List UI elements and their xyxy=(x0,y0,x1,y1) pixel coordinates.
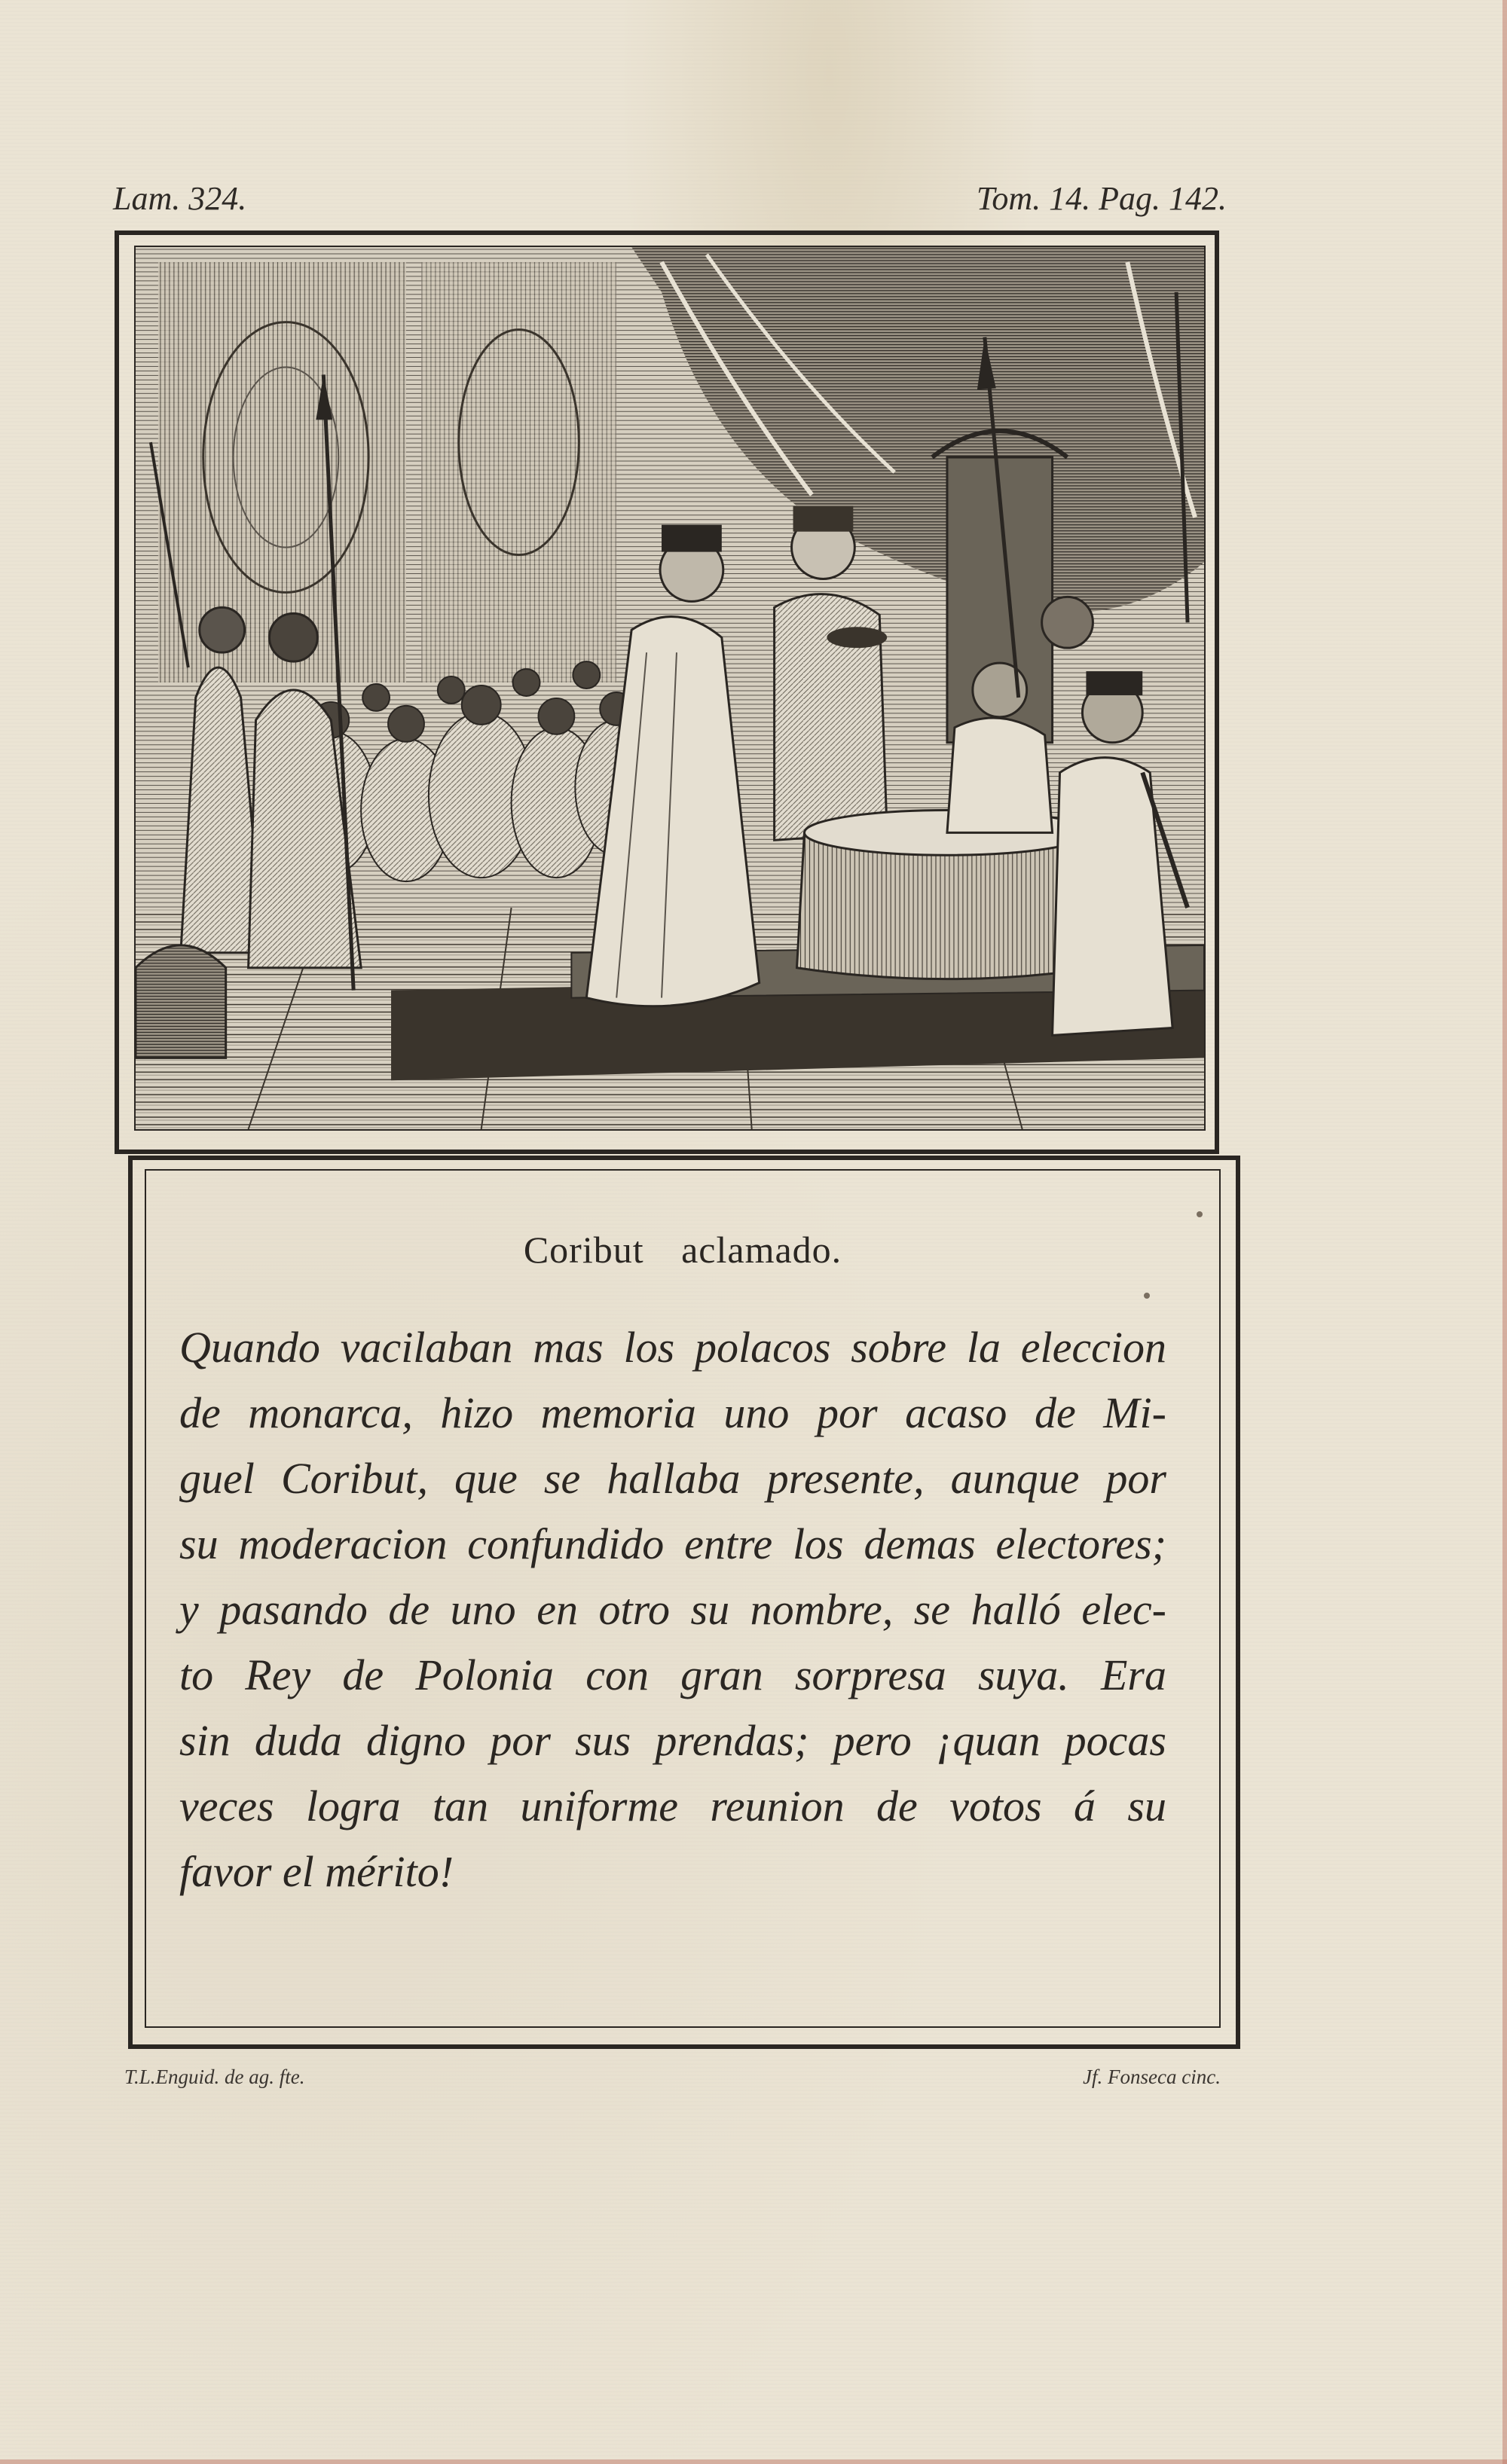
ink-speck xyxy=(1144,1293,1150,1299)
volume-page-reference: Tom. 14. Pag. 142. xyxy=(976,180,1227,217)
caption-line: de monarca, hizo memoria uno por acaso de Mi- xyxy=(179,1388,1166,1437)
caption-line: veces logra tan uniforme reunion de votos á su xyxy=(179,1782,1166,1830)
ink-speck xyxy=(1197,1211,1203,1217)
artist-credit: T.L.Enguid. de ag. fte. xyxy=(124,2066,305,2088)
plate-number: Lam. 324. xyxy=(113,180,247,217)
caption-line: y pasando de uno en otro su nombre, se halló elec- xyxy=(179,1585,1166,1634)
engraving-scene xyxy=(136,247,1204,1129)
caption-line: to Rey de Polonia con gran sorpresa suya. Era xyxy=(179,1650,1166,1699)
paper-edge-right xyxy=(1502,0,1507,2464)
caption-line: Quando vacilaban mas los polacos sobre la eleccion xyxy=(179,1323,1166,1372)
caption-line: sin duda digno por sus prendas; pero ¡quan pocas xyxy=(179,1716,1166,1765)
engraving-illustration xyxy=(134,246,1206,1131)
caption-line: su moderacion confundido entre los demas electores; xyxy=(179,1519,1166,1568)
caption-body xyxy=(179,1314,1166,1904)
caption-title: Coribut aclamado. xyxy=(523,1229,842,1271)
caption-line: guel Coribut, que se hallaba presente, aunque por xyxy=(179,1454,1166,1503)
caption-line: favor el mérito! xyxy=(179,1847,454,1896)
engraver-credit: Jf. Fonseca cinc. xyxy=(1083,2066,1221,2088)
paper-edge-bottom xyxy=(0,2459,1507,2464)
